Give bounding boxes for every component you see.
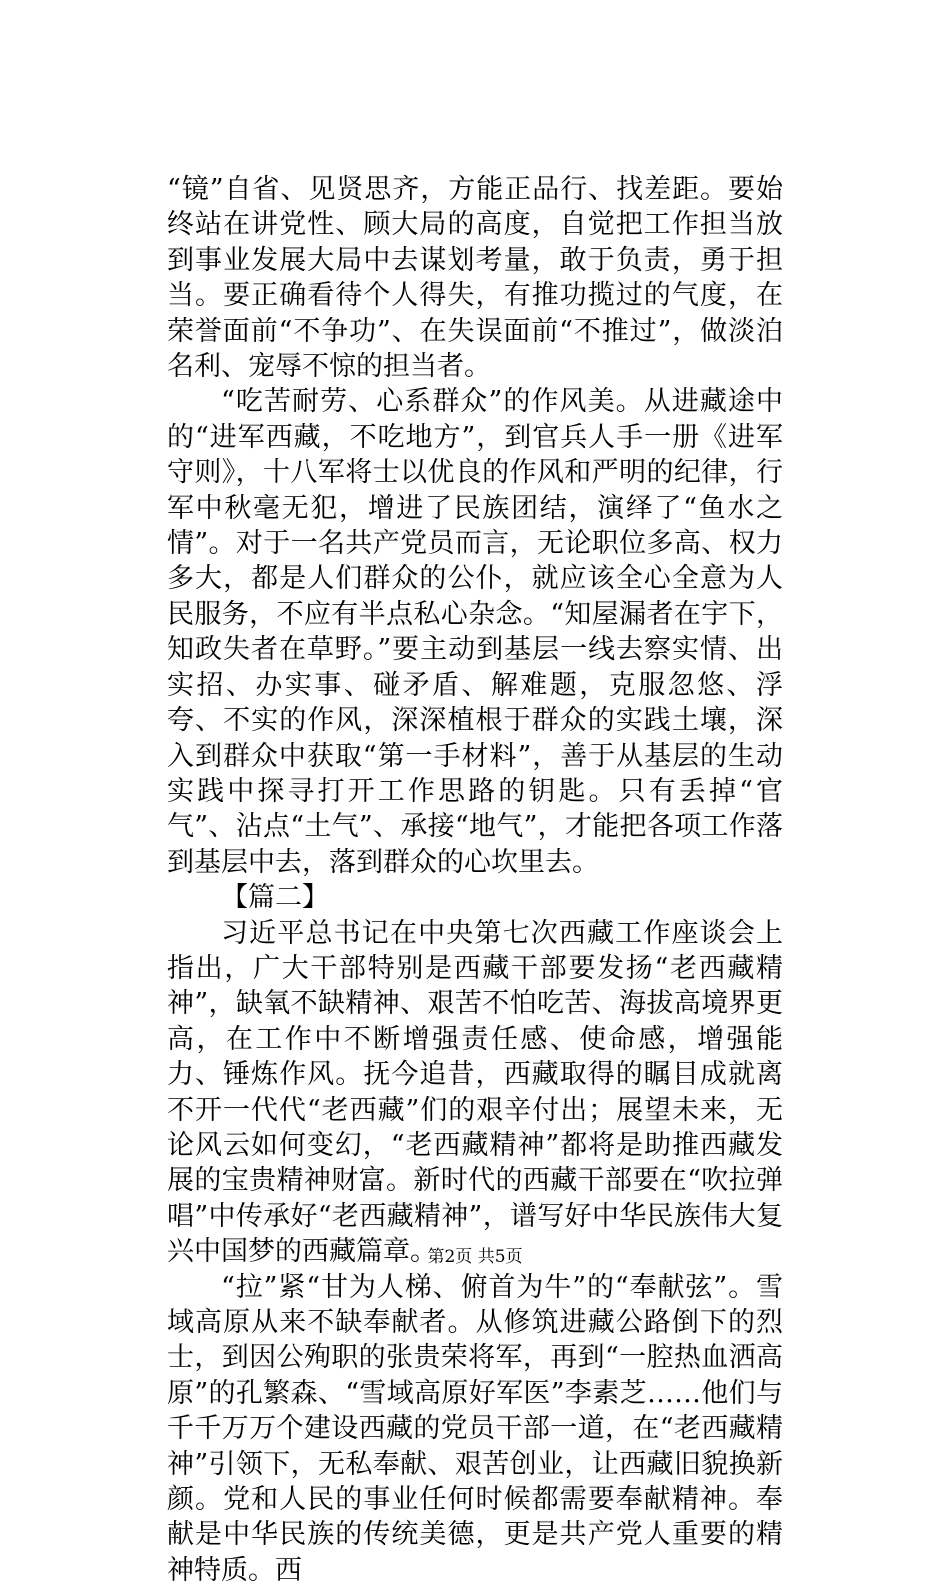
section-heading: 【篇二】 <box>221 882 329 914</box>
paragraph-dedication: “拉”紧“甘为人梯、俯首为牛”的“奉献弦”。雪域高原从来不缺奉献者。从修筑进藏公路倒下的烈士，到因公殉职的张贵荣将军，再到“一腔热血洒高原”的孔繁森、“雪域高原好军医”李素芝……他们与千千万万个建设西藏的党员干部一道，在“老西藏精神”引领下，无私奉献、艰苦创业，让西藏旧貌换新颜。党和人民的事业任何时候都需要奉献精神。奉献是中华民族的传统美德，更是共产党人重要的精神特质。西 <box>167 1271 783 1586</box>
paragraph-work-style: “吃苦耐劳、心系群众”的作风美。从进藏途中的“进军西藏，不吃地方”，到官兵人手一册《进军守则》，十八军将士以优良的作风和严明的纪律，行军中秋毫无犯，增进了民族团结，演绎了“鱼水之情”。对于一名共产党员而言，无论职位多高、权力多大，都是人们群众的公仆，就应该全心全意为人民服务，不应有半点私心杂念。“知屋漏者在宇下，知政失者在草野。”要主动到基层一线去察实情、出实招、办实事、碰矛盾、解难题，克服忽悠、浮夸、不实的作风，深深植根于群众的实践土壤，深入到群众中获取“第一手材料”，善于从基层的生动实践中探寻打开工作思路的钥匙。只有丢掉“官气”、沾点“土气”、承接“地气”，才能把各项工作落到基层中去，落到群众的心坎里去。 <box>167 386 783 878</box>
page-footer: 第2页 共5页 <box>427 1247 523 1267</box>
body-text <box>167 172 783 1588</box>
paragraph-continuation: “镜”自省、见贤思齐，方能正品行、找差距。要始终站在讲党性、顾大局的高度，自觉把工作担当放到事业发展大局中去谋划考量，敢于负责，勇于担当。要正确看待个人得失，有推功揽过的气度，在荣誉面前“不争功”、在失误面前“不推过”，做淡泊名利、宠辱不惊的担当者。 <box>167 174 783 383</box>
paragraph-intro: 习近平总书记在中央第七次西藏工作座谈会上指出，广大干部特别是西藏干部要发扬“老西藏精神”，缺氧不缺精神、艰苦不怕吃苦、海拔高境界更高，在工作中不断增强责任感、使命感，增强能力、锤炼作风。抚今追昔，西藏取得的瞩目成就离不开一代代“老西藏”们的艰辛付出；展望未来，无论风云如何变幻，“老西藏精神”都将是助推西藏发展的宝贵精神财富。新时代的西藏干部要在“吹拉弹唱”中传承好“老西藏精神”，谱写好中华民族伟大复兴中国梦的西藏篇章。 <box>167 917 783 1268</box>
